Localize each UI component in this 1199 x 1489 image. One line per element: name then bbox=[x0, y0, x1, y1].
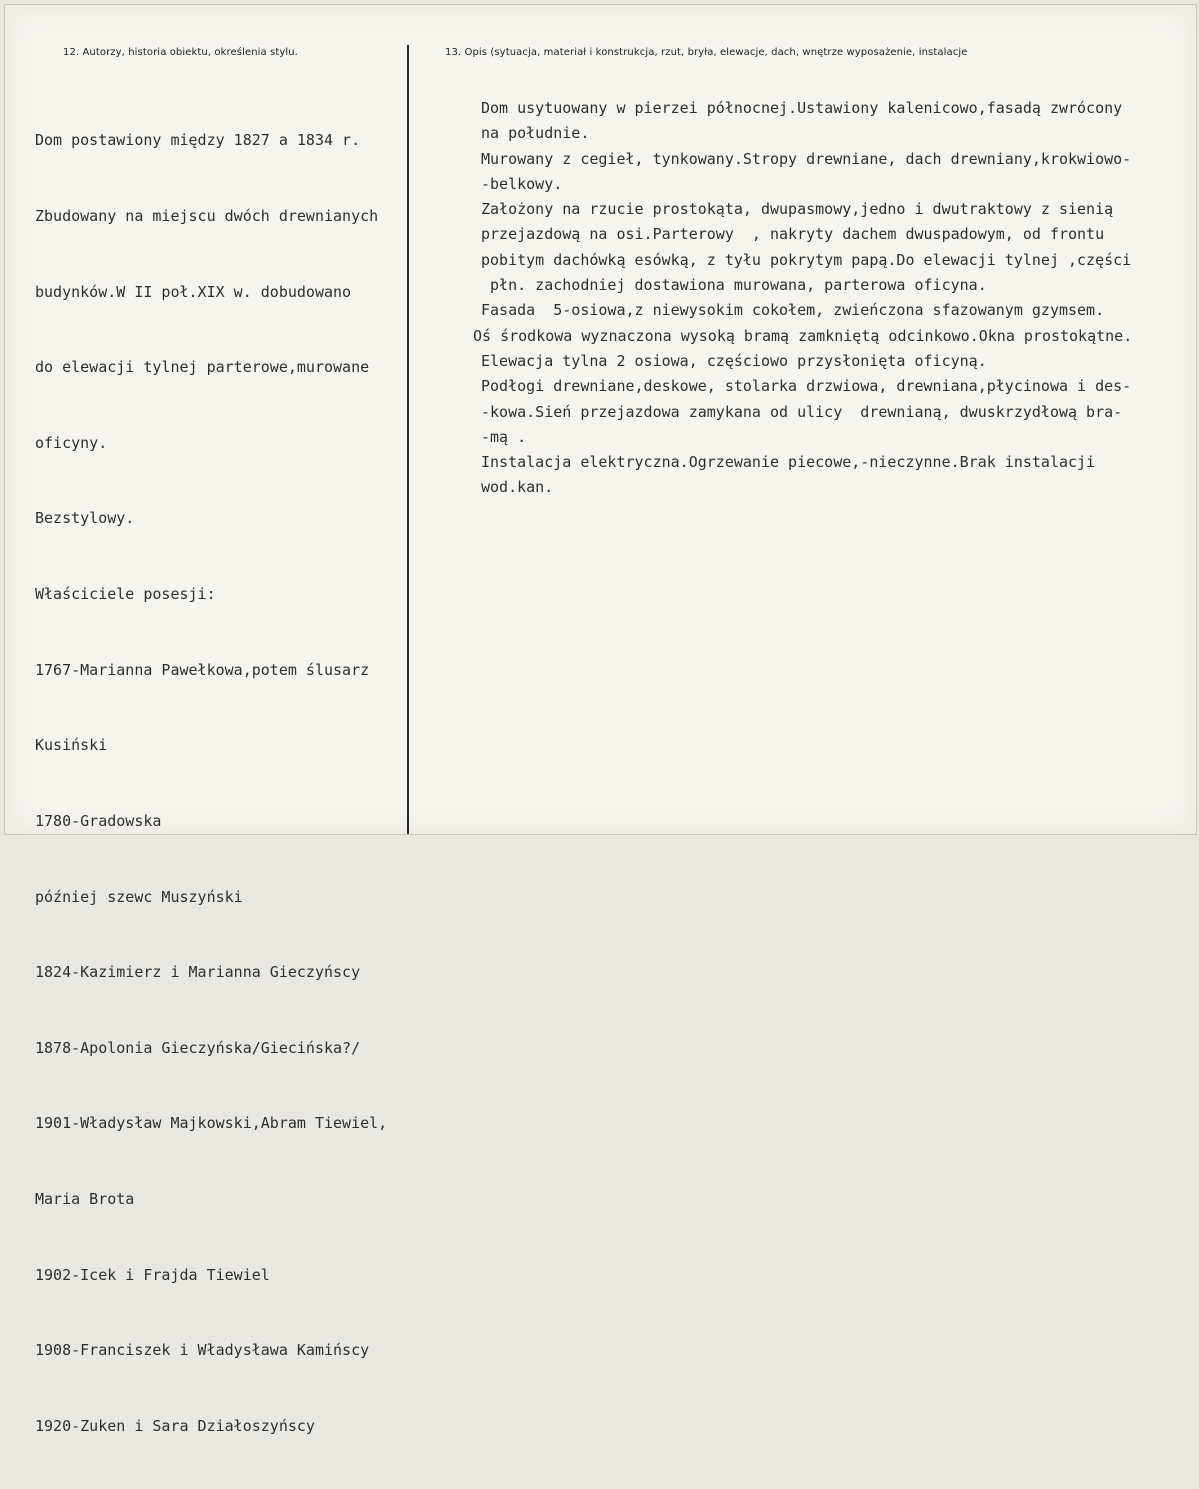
history-line: Właściciele posesji: bbox=[35, 585, 216, 604]
history-line: 1824-Kazimierz i Marianna Gieczyńscy bbox=[35, 963, 361, 982]
description-line: Murowany z cegieł, tynkowany.Stropy drewniane, dach drewniany,krokwiowo- bbox=[481, 149, 1132, 168]
description-line: Dom usytuowany w pierzei północnej.Ustawiony kalenicowo,fasadą zwrócony bbox=[481, 99, 1123, 117]
history-line: 1767-Marianna Pawełkowa,potem ślusarz bbox=[35, 660, 370, 679]
history-line: 1780-Gradowska bbox=[35, 811, 162, 830]
description-column bbox=[473, 96, 1181, 501]
description-line: -kowa.Sień przejazdowa zamykana od ulicy drewnianą, dwuskrzydłową bra- bbox=[481, 402, 1123, 421]
description-line: na południe. bbox=[481, 124, 590, 143]
description-line: Założony na rzucie prostokąta, dwupasmowy,jedno i dwutraktowy z sienią bbox=[481, 200, 1114, 219]
history-line: oficyny. bbox=[35, 433, 108, 452]
section-13-header: 13. Opis (sytuacja, materiał i konstrukcja, rzut, bryła, elewacje, dach, wnętrze wyposażenie, instalacje bbox=[445, 47, 968, 58]
history-line: 1902-Icek i Frajda Tiewiel bbox=[35, 1265, 270, 1284]
description-line: Fasada 5-osiowa,z niewysokim cokołem, zwieńczona sfazowanym gzymsem. bbox=[481, 301, 1105, 320]
history-line: do elewacji tylnej parterowe,murowane bbox=[35, 358, 370, 377]
description-line: Elewacja tylna 2 osiowa, częściowo przysłonięta oficyną. bbox=[481, 351, 987, 370]
description-line: Instalacja elektryczna.Ogrzewanie piecowe,-nieczynne.Brak instalacji bbox=[481, 453, 1096, 472]
history-line: 1878-Apolonia Gieczyńska/Giecińska?/ bbox=[35, 1038, 361, 1057]
description-line: -belkowy. bbox=[481, 174, 563, 193]
history-line: budynków.W II poł.XIX w. dobudowano bbox=[35, 282, 352, 301]
history-line: Kusiński bbox=[35, 736, 108, 755]
description-line: -mą . bbox=[481, 427, 527, 446]
history-column bbox=[35, 78, 407, 1489]
description-line: wod.kan. bbox=[481, 478, 554, 497]
history-line: Maria Brota bbox=[35, 1189, 135, 1208]
description-line: przejazdową na osi.Parterowy , nakryty dachem dwuspadowym, od frontu bbox=[481, 225, 1105, 244]
history-line: Zbudowany na miejscu dwóch drewnianych bbox=[35, 207, 379, 226]
history-line: później szewc Muszyński bbox=[35, 887, 243, 906]
record-card bbox=[4, 4, 1197, 1435]
column-divider bbox=[407, 45, 409, 834]
description-line: płn. zachodniej dostawiona murowana, parterowa oficyna. bbox=[481, 276, 987, 295]
description-line: pobitym dachówką esówką, z tyłu pokrytym papą.Do elewacji tylnej ,części bbox=[481, 250, 1132, 269]
history-line: 1908-Franciszek i Władysława Kamińscy bbox=[35, 1341, 370, 1360]
section-12-header: 12. Autorzy, historia obiektu, określenia stylu. bbox=[63, 47, 298, 58]
history-line: 1901-Władysław Majkowski,Abram Tiewiel, bbox=[35, 1114, 388, 1133]
history-line: Dom postawiony między 1827 a 1834 r. bbox=[35, 131, 361, 150]
history-line: Bezstylowy. bbox=[35, 509, 135, 528]
description-line: Podłogi drewniane,deskowe, stolarka drzwiowa, drewniana,płycinowa i des- bbox=[481, 377, 1132, 396]
description-line: Oś środkowa wyznaczona wysoką bramą zamkniętą odcinkowo.Okna prostokątne. bbox=[473, 326, 1133, 345]
history-line: 1920-Zuken i Sara Działoszyńscy bbox=[35, 1416, 315, 1435]
